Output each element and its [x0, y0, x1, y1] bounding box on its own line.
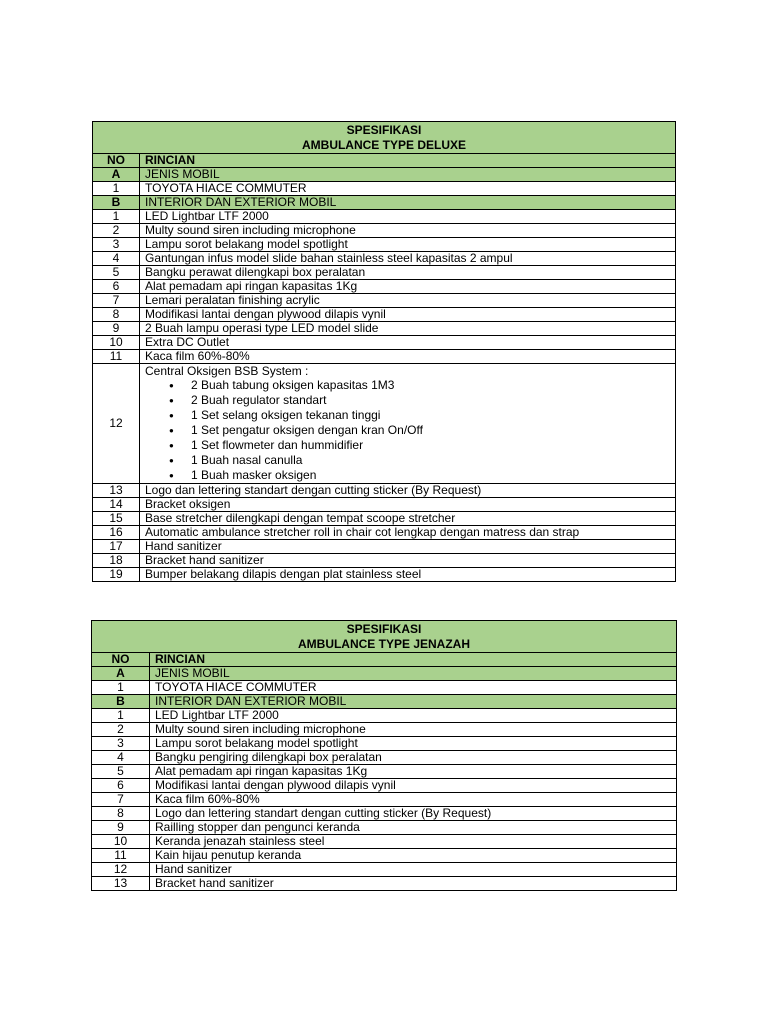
row-no: 10: [92, 835, 150, 849]
col-header-rincian: RINCIAN: [140, 154, 676, 168]
table-row: [92, 835, 677, 849]
bullet-item: ● 1 Set selang oksigen tekanan tinggi: [169, 408, 670, 423]
section-no: B: [92, 695, 150, 709]
row-no: 8: [92, 807, 150, 821]
title-line-1: SPESIFIKASI: [346, 123, 422, 137]
table-row: [92, 737, 677, 751]
row-label: Bracket hand sanitizer: [140, 554, 676, 568]
table-row: [93, 554, 676, 568]
row-no: 19: [93, 568, 140, 582]
bullet-item: ● 2 Buah regulator standart: [169, 393, 670, 408]
row-no: 17: [93, 540, 140, 554]
row-no: 6: [93, 280, 140, 294]
row-label: Multy sound siren including microphone: [150, 723, 677, 737]
title-row: [92, 621, 677, 653]
oxygen-bullet-list: [145, 378, 670, 483]
row-no: 1: [92, 681, 150, 695]
table-row: [92, 863, 677, 877]
title-row: [93, 122, 676, 154]
oxygen-system-row: [93, 364, 676, 484]
row-no: 1: [92, 709, 150, 723]
row-label: Keranda jenazah stainless steel: [150, 835, 677, 849]
row-no: 18: [93, 554, 140, 568]
row-no: 9: [92, 821, 150, 835]
row-no: 3: [93, 238, 140, 252]
row-label: 2 Buah lampu operasi type LED model slide: [140, 322, 676, 336]
col-header-rincian: RINCIAN: [150, 653, 677, 667]
row-label: Lampu sorot belakang model spotlight: [150, 737, 677, 751]
row-label: LED Lightbar LTF 2000: [140, 210, 676, 224]
row-label: Bangku pengiring dilengkapi box peralatan: [150, 751, 677, 765]
table-row: [92, 793, 677, 807]
title-line-2: AMBULANCE TYPE DELUXE: [301, 138, 466, 152]
table-row: [93, 210, 676, 224]
table-row: [93, 350, 676, 364]
section-label: INTERIOR DAN EXTERIOR MOBIL: [140, 196, 676, 210]
row-no: 15: [93, 512, 140, 526]
table-row: [92, 681, 677, 695]
row-label: Automatic ambulance stretcher roll in chair cot lengkap dengan matress dan strap: [140, 526, 676, 540]
row-label: Modifikasi lantai dengan plywood dilapis vynil: [140, 308, 676, 322]
row-no: 3: [92, 737, 150, 751]
section-label: JENIS MOBIL: [150, 667, 677, 681]
row-no: 13: [93, 484, 140, 498]
spec-table-deluxe: [92, 121, 676, 582]
row-no: 7: [92, 793, 150, 807]
row-no: 10: [93, 336, 140, 350]
table-row: [92, 765, 677, 779]
row-label: Kaca film 60%-80%: [140, 350, 676, 364]
row-no: 4: [93, 252, 140, 266]
table-row: [92, 779, 677, 793]
table-row: [93, 294, 676, 308]
row-label: Hand sanitizer: [150, 863, 677, 877]
table-row: [93, 526, 676, 540]
title-line-1: SPESIFIKASI: [346, 622, 422, 636]
table-row: [92, 877, 677, 891]
table-row: [92, 807, 677, 821]
col-header-no: NO: [92, 653, 150, 667]
row-label: Extra DC Outlet: [140, 336, 676, 350]
oxygen-system-cell: [140, 364, 676, 484]
section-no: A: [93, 168, 140, 182]
table-row: [92, 751, 677, 765]
row-label: Alat pemadam api ringan kapasitas 1Kg: [150, 765, 677, 779]
table-row: [93, 238, 676, 252]
row-label: LED Lightbar LTF 2000: [150, 709, 677, 723]
row-label: Bracket hand sanitizer: [150, 877, 677, 891]
bullet-item: ● 2 Buah tabung oksigen kapasitas 1M3: [169, 378, 670, 393]
section-row-a: [92, 667, 677, 681]
table-title: [92, 621, 677, 653]
row-no: 12: [92, 863, 150, 877]
spec-table-jenazah: [91, 620, 677, 891]
row-no: 2: [93, 224, 140, 238]
row-label: TOYOTA HIACE COMMUTER: [140, 182, 676, 196]
row-label: Modifikasi lantai dengan plywood dilapis vynil: [150, 779, 677, 793]
section-row-a: [93, 168, 676, 182]
row-no: 7: [93, 294, 140, 308]
table-row: [93, 540, 676, 554]
row-label: Bracket oksigen: [140, 498, 676, 512]
row-label: Logo dan lettering standart dengan cutting sticker (By Request): [140, 484, 676, 498]
row-label: Bangku perawat dilengkapi box peralatan: [140, 266, 676, 280]
row-no: 9: [93, 322, 140, 336]
header-row: [93, 154, 676, 168]
table-row: [92, 709, 677, 723]
row-no: 4: [92, 751, 150, 765]
section-label: INTERIOR DAN EXTERIOR MOBIL: [150, 695, 677, 709]
row-label: Lampu sorot belakang model spotlight: [140, 238, 676, 252]
row-no: 5: [92, 765, 150, 779]
row-label: Hand sanitizer: [140, 540, 676, 554]
bullet-item: ● 1 Set pengatur oksigen dengan kran On/Off: [169, 423, 670, 438]
row-label: Bumper belakang dilapis dengan plat stainless steel: [140, 568, 676, 582]
bullet-item: ● 1 Buah masker oksigen: [169, 468, 670, 483]
table-row: [93, 308, 676, 322]
row-no: 6: [92, 779, 150, 793]
table-row: [93, 322, 676, 336]
col-header-no: NO: [93, 154, 140, 168]
row-label: Alat pemadam api ringan kapasitas 1Kg: [140, 280, 676, 294]
header-row: [92, 653, 677, 667]
table-row: [92, 821, 677, 835]
table-row: [93, 252, 676, 266]
table-row: [92, 723, 677, 737]
row-label: Gantungan infus model slide bahan stainless steel kapasitas 2 ampul: [140, 252, 676, 266]
oxygen-system-intro: Central Oksigen BSB System :: [145, 364, 309, 378]
table-row: [93, 182, 676, 196]
row-no: 1: [93, 210, 140, 224]
row-label: Kaca film 60%-80%: [150, 793, 677, 807]
row-label: Multy sound siren including microphone: [140, 224, 676, 238]
row-no: 5: [93, 266, 140, 280]
row-label: Logo dan lettering standart dengan cutting sticker (By Request): [150, 807, 677, 821]
section-row-b: [92, 695, 677, 709]
row-label: Base stretcher dilengkapi dengan tempat scoope stretcher: [140, 512, 676, 526]
row-no: 11: [92, 849, 150, 863]
table-row: [93, 512, 676, 526]
bullet-item: ● 1 Buah nasal canulla: [169, 453, 670, 468]
table-row: [93, 498, 676, 512]
table-row: [93, 336, 676, 350]
row-no: 8: [93, 308, 140, 322]
table-row: [93, 484, 676, 498]
row-label: Kain hijau penutup keranda: [150, 849, 677, 863]
row-no: 2: [92, 723, 150, 737]
table-row: [93, 266, 676, 280]
title-line-2: AMBULANCE TYPE JENAZAH: [297, 637, 470, 651]
table-row: [92, 849, 677, 863]
bullet-item: ● 1 Set flowmeter dan hummidifier: [169, 438, 670, 453]
row-label: Railling stopper dan pengunci keranda: [150, 821, 677, 835]
row-label: TOYOTA HIACE COMMUTER: [150, 681, 677, 695]
section-no: A: [92, 667, 150, 681]
section-no: B: [93, 196, 140, 210]
row-label: Lemari peralatan finishing acrylic: [140, 294, 676, 308]
table-row: [93, 568, 676, 582]
table-row: [93, 280, 676, 294]
row-no: 14: [93, 498, 140, 512]
section-row-b: [93, 196, 676, 210]
table-row: [93, 224, 676, 238]
row-no: 13: [92, 877, 150, 891]
row-no: 12: [93, 364, 140, 484]
section-label: JENIS MOBIL: [140, 168, 676, 182]
table-title: [93, 122, 676, 154]
row-no: 16: [93, 526, 140, 540]
row-no: 11: [93, 350, 140, 364]
row-no: 1: [93, 182, 140, 196]
